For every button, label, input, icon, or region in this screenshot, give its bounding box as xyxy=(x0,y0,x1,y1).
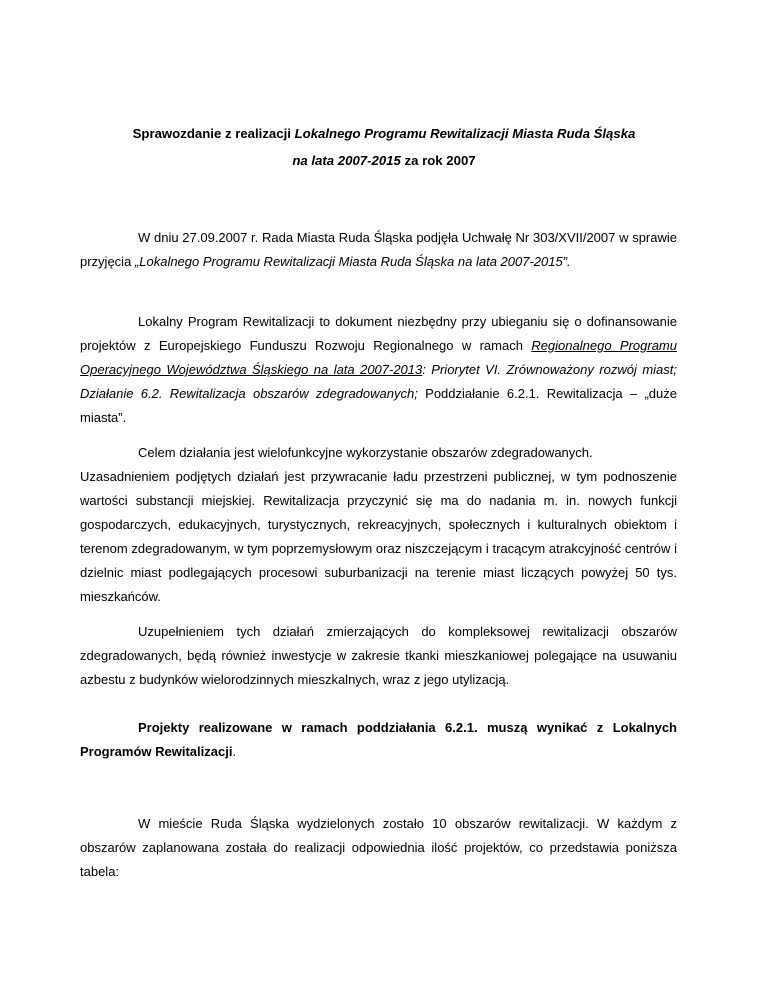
paragraph-goal xyxy=(80,441,677,609)
title-program-name: Lokalnego Programu Rewitalizacji Miasta Ruda Śląska xyxy=(294,126,636,141)
resolution-program-title: „Lokalnego Programu Rewitalizacji Miasta Ruda Śląska na lata 2007-2015”. xyxy=(134,254,571,269)
goal-word: Celem xyxy=(138,445,176,460)
paragraph-complement xyxy=(80,620,677,692)
paragraph-program-description xyxy=(80,310,677,430)
goal-justification-text: Uzasadnieniem podjętych działań jest przywracanie ładu przestrzeni publicznej, w tym podnoszenie wartości substancji miejskiej. Rewitalizacja przyczynić się ma do nadania m. in. nowych funkcji gospodarczych, edukacyjnych, turystycznych, rekreacyjnych, społecznych i kulturalnych obiektom i terenom zdegradowanym, w tym poprzemysłowym oraz niszczejącym i tracącym atrakcyjność centrów i dzielnic miast podlegających procesowi suburbanizacji na terenie miast liczących powyżej 50 tys. mieszkańców. xyxy=(80,469,677,604)
title-year: za rok 2007 xyxy=(400,153,476,168)
title-period: na lata 2007-2015 xyxy=(292,153,401,168)
resolution-text: W dniu 27.09.2007 r. Rada Miasta Ruda Śląska podjęła Uchwałę Nr 303/XVII/2007 w sprawie przyjęcia xyxy=(80,230,677,269)
complement-text: Uzupełnieniem tych działań zmierzających do kompleksowej rewitalizacji obszarów zdegradowanych, będą również inwestycje w zakresie tkanki mieszkaniowej polegające na usuwaniu azbestu z budynków wielorodzinnych mieszkalnych, wraz z jego utylizacją. xyxy=(80,624,677,687)
goal-word: jest xyxy=(234,445,255,460)
areas-text: W mieście Ruda Śląska wydzielonych zostało 10 obszarów rewitalizacji. W każdym z obszarów zaplanowana została do realizacji odpowiednia ilość projektów, co przedstawia poniższa tabela: xyxy=(80,816,677,879)
goal-word: zdegradowanych. xyxy=(490,445,593,460)
title-prefix: Sprawozdanie z realizacji xyxy=(132,126,295,141)
priority-reference: : Priorytet VI. Zrównoważony rozwój miast; Działanie 6.2. Rewitalizacja obszarów zdegradowanych; xyxy=(80,362,677,401)
regional-program-reference: Regionalnego Programu Operacyjnego Województwa Śląskiego na lata 2007-2013 xyxy=(80,338,677,377)
title-line-2 xyxy=(80,147,688,174)
title-line-1 xyxy=(80,120,688,147)
paragraph-projects-requirement xyxy=(80,716,677,764)
goal-first-line xyxy=(80,441,677,465)
goal-word: wielofunkcyjne xyxy=(258,445,343,460)
goal-word: obszarów xyxy=(431,445,488,460)
paragraph-resolution xyxy=(80,226,677,274)
program-description-text: Lokalny Program Rewitalizacji to dokument niezbędny przy ubieganiu się o dofinansowanie projektów z Europejskiego Funduszu Rozwoju Regionalnego w ramach xyxy=(80,314,677,353)
projects-requirement-bold: Projekty realizowane w ramach poddziałania 6.2.1. muszą wynikać z Lokalnych Programów Rewitalizacji xyxy=(80,720,677,759)
document-title xyxy=(80,120,688,174)
paragraph-areas xyxy=(80,812,677,884)
goal-word: działania xyxy=(179,445,231,460)
goal-word: wykorzystanie xyxy=(346,445,428,460)
subaction-reference: Poddziałanie 6.2.1. Rewitalizacja – „duże miasta”. xyxy=(80,386,677,425)
projects-requirement-end: . xyxy=(232,744,237,759)
